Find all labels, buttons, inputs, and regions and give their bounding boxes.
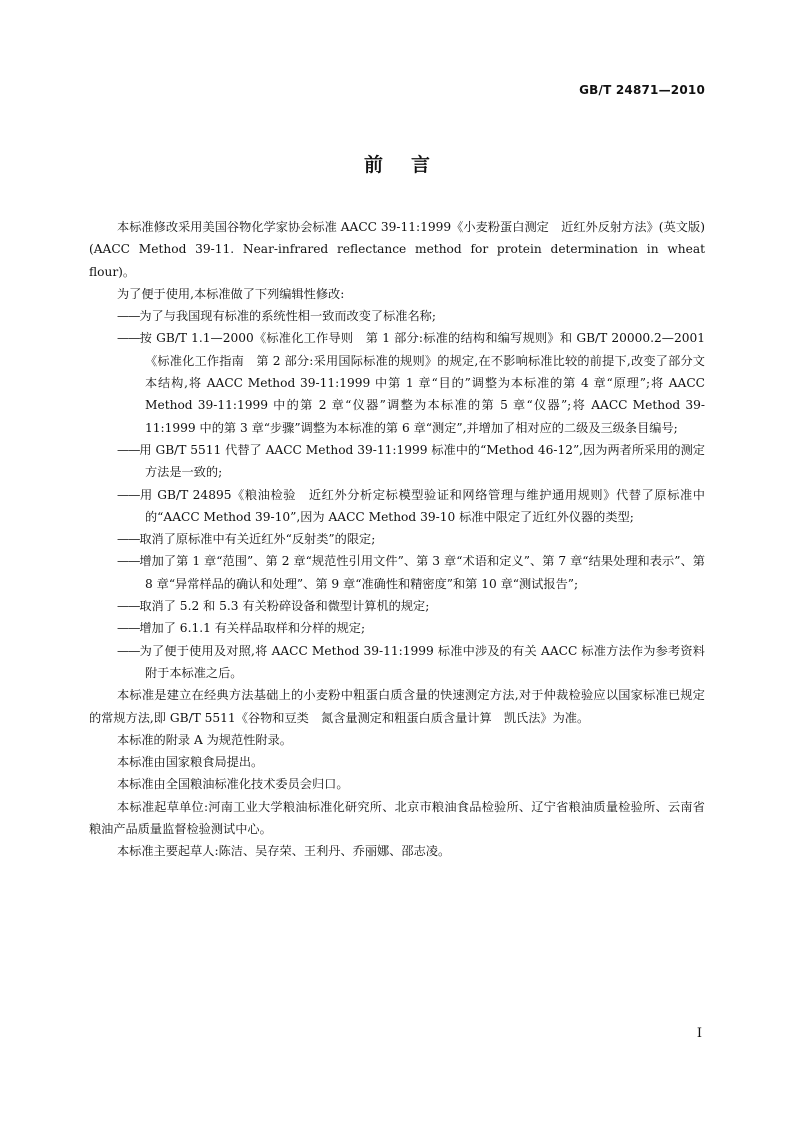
body-paragraph: 本标准主要起草人:陈洁、吴存荣、王利丹、乔丽娜、邵志凌。	[117, 844, 451, 859]
list-item	[89, 305, 705, 327]
dash-marker: ——	[117, 599, 140, 614]
dash-marker: ——	[117, 554, 140, 569]
body-paragraph: 本标准的附录 A 为规范性附录。	[117, 732, 292, 747]
list-item	[89, 595, 705, 617]
list-item	[89, 640, 705, 685]
dash-marker: ——	[117, 442, 140, 457]
dash-marker: ——	[117, 331, 140, 346]
standard-code: GB/T 24871—2010	[579, 83, 705, 97]
list-item-text: 取消了 5.2 和 5.3 有关粉碎设备和微型计算机的规定;	[139, 599, 430, 614]
page-number: I	[696, 1026, 702, 1041]
list-item	[89, 550, 705, 595]
list-item-text: 为了便于使用及对照,将 AACC Method 39-11:1999 标准中涉及的有关 AACC 标准方法作为参考资料附于本标准之后。	[139, 643, 705, 680]
page-title: 前言	[363, 154, 458, 176]
edit-intro-paragraph: 为了便于使用,本标准做了下列编辑性修改:	[117, 286, 345, 301]
list-item	[89, 484, 705, 529]
list-item-text: 增加了 6.1.1 有关样品取样和分样的规定;	[139, 621, 366, 636]
body-paragraph: 本标准起草单位:河南工业大学粮油标准化研究所、北京市粮油食品检验所、辽宁省粮油质量检验所、云南省粮油产品质量监督检验测试中心。	[89, 799, 705, 837]
list-item-text: 增加了第 1 章“范围”、第 2 章“规范性引用文件”、第 3 章“术语和定义”、第 7 章“结果处理和表示”、第 8 章“异常样品的确认和处理”、第 9 章“准确性和精密度”和第 10 章“测试报告”;	[139, 554, 705, 591]
intro-paragraph: 本标准修改采用美国谷物化学家协会标准 AACC 39-11:1999《小麦粉蛋白测定 近红外反射方法》(英文版)(AACC Method 39-11. Near-infrared reflectance method for protein determination in wheat flour)。	[89, 220, 705, 279]
list-item-text: 按 GB/T 1.1—2000《标准化工作导则 第 1 部分:标准的结构和编写规则》和 GB/T 20000.2—2001《标准化工作指南 第 2 部分:采用国际标准的规则》的规定,在不影响标准比较的前提下,改变了部分文本结构,将 AACC Method 39-11:1999 中第 1 章“目的”调整为本标准的第 4 章“原理”;将 AACC Method 39-11:1999 中的第 2 章“仪器”调整为本标准的第 5 章“仪器”;将 AACC Method 39-11:1999 中的第 3 章“步骤”调整为本标准的第 6 章“测定”,并增加了相对应的二级及三级条目编号;	[139, 331, 705, 435]
body-paragraph: 本标准由全国粮油标准化技术委员会归口。	[117, 777, 349, 792]
dash-marker: ——	[117, 621, 140, 636]
list-item	[89, 528, 705, 550]
list-item	[89, 327, 705, 438]
dash-marker: ——	[117, 643, 140, 658]
dash-marker: ——	[117, 487, 140, 502]
body-paragraph: 本标准由国家粮食局提出。	[117, 755, 264, 770]
list-item-text: 用 GB/T 24895《粮油检验 近红外分析定标模型验证和网络管理与维护通用规则》代替了原标准中的“AACC Method 39-10”,因为 AACC Method 39-10 标准中限定了近红外仪器的类型;	[139, 487, 705, 524]
list-item-text: 用 GB/T 5511 代替了 AACC Method 39-11:1999 标准中的“Method 46-12”,因为两者所采用的测定方法是一致的;	[139, 442, 705, 480]
list-item-text: 为了与我国现有标准的系统性相一致而改变了标准名称;	[139, 309, 436, 324]
list-item	[89, 439, 705, 484]
list-item	[89, 617, 705, 639]
body-paragraph: 本标准是建立在经典方法基础上的小麦粉中粗蛋白质含量的快速测定方法,对于仲裁检验应以国家标准已规定的常规方法,即 GB/T 5511《谷物和豆类 氮含量测定和粗蛋白质含量计算 凯氏法》为准。	[89, 688, 705, 725]
dash-marker: ——	[117, 532, 140, 547]
dash-marker: ——	[117, 309, 140, 324]
foreword-body	[89, 216, 705, 863]
list-item-text: 取消了原标准中有关近红外“反射类”的限定;	[139, 532, 376, 547]
